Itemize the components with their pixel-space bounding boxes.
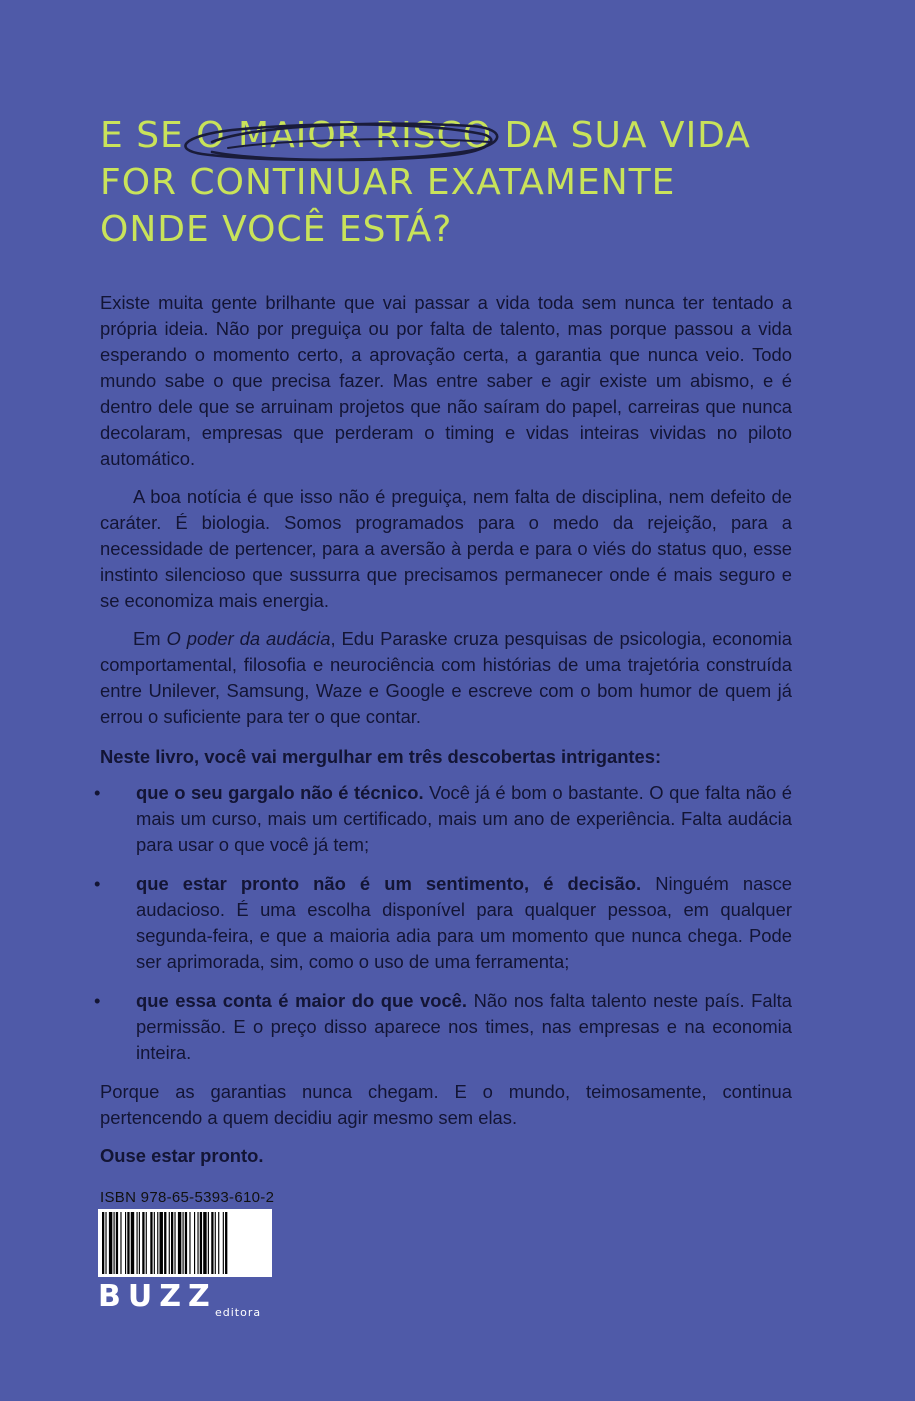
signoff: Ouse estar pronto. [100,1145,264,1166]
bullet-dot-icon: • [94,873,101,894]
paragraph-3 [100,626,792,730]
isbn-label: ISBN 978-65-5393-610-2 [100,1189,275,1206]
publisher-logo [98,1279,262,1319]
list-item-text: Ninguém nasce audacioso. É uma escolha disponível para qualquer pessoa, em qualquer segunda-feira, e que a maioria adia para um momento que nunca chega. Pode ser aprimorada, sim, como o uso de uma ferramenta; [136,873,792,972]
bullet-dot-icon: • [94,782,101,803]
headline-line-1: E SE O MAIOR RISCO DA SUA VIDA [100,115,751,156]
publisher-sub: editora [215,1306,262,1319]
paragraph-2: A boa notícia é que isso não é preguiça, nem falta de disciplina, nem defeito de caráter. É biologia. Somos programados para o medo da rejeição, para a necessidade de pertencer, para a aversão à perda e para o viés do status quo, esse instinto silencioso que sussurra que precisamos permanecer onde é mais seguro e se economiza mais energia. [100,486,792,611]
paragraph-1: Existe muita gente brilhante que vai passar a vida toda sem nunca ter tentado a própria ideia. Não por preguiça ou por falta de talento, mas porque passou a vida esperando o momento certo, a aprovação certa, a garantia que nunca veio. Todo mundo sabe o que precisa fazer. Mas entre saber e agir existe um abismo, e é dentro dele que se arruinam projetos que não saíram do papel, carreiras que nunca decolaram, empresas que perderam o timing e vidas inteiras vividas no piloto automático. [100,292,792,469]
bullet-dot-icon: • [94,990,101,1011]
list-item [94,988,792,1066]
book-title: O poder da audácia [166,628,331,649]
headline-line-2: FOR CONTINUAR EXATAMENTE [100,162,676,203]
discoveries-list [94,780,792,1066]
barcode-icon [98,1209,272,1277]
list-item-bold: que estar pronto não é um sentimento, é decisão. [136,873,642,894]
list-item [94,871,792,975]
synopsis [94,290,792,1181]
list-lead: Neste livro, você vai mergulhar em três descobertas intrigantes: [100,746,662,767]
list-item-text: Não nos falta talento neste país. Falta permissão. E o preço disso aparece nos times, nas empresas e na economia inteira. [136,990,792,1063]
list-item-text: Você já é bom o bastante. O que falta não é mais um curso, mais um certificado, mais um ano de experiência. Falta audácia para usar o que você já tem; [136,782,792,855]
paragraph-3-intro: Em [133,628,167,649]
closing-paragraph: Porque as garantias nunca chegam. E o mundo, teimosamente, continua pertencendo a quem decidiu agir mesmo sem elas. [100,1081,792,1128]
scribble-circle-icon [172,112,512,164]
paragraph-3-rest: , Edu Paraske cruza pesquisas de psicologia, economia comportamental, filosofia e neurociência com histórias de uma trajetória construída entre Unilever, Samsung, Waze e Google e escreve com o bom humor de quem já errou o suficiente para ter o que contar. [100,628,792,727]
publisher-wordmark: BUZZ [98,1279,217,1314]
headline-line-3: ONDE VOCÊ ESTÁ? [100,209,453,250]
list-item [94,780,792,858]
list-item-bold: que essa conta é maior do que você. [136,990,468,1011]
list-item-bold: que o seu gargalo não é técnico. [136,782,424,803]
